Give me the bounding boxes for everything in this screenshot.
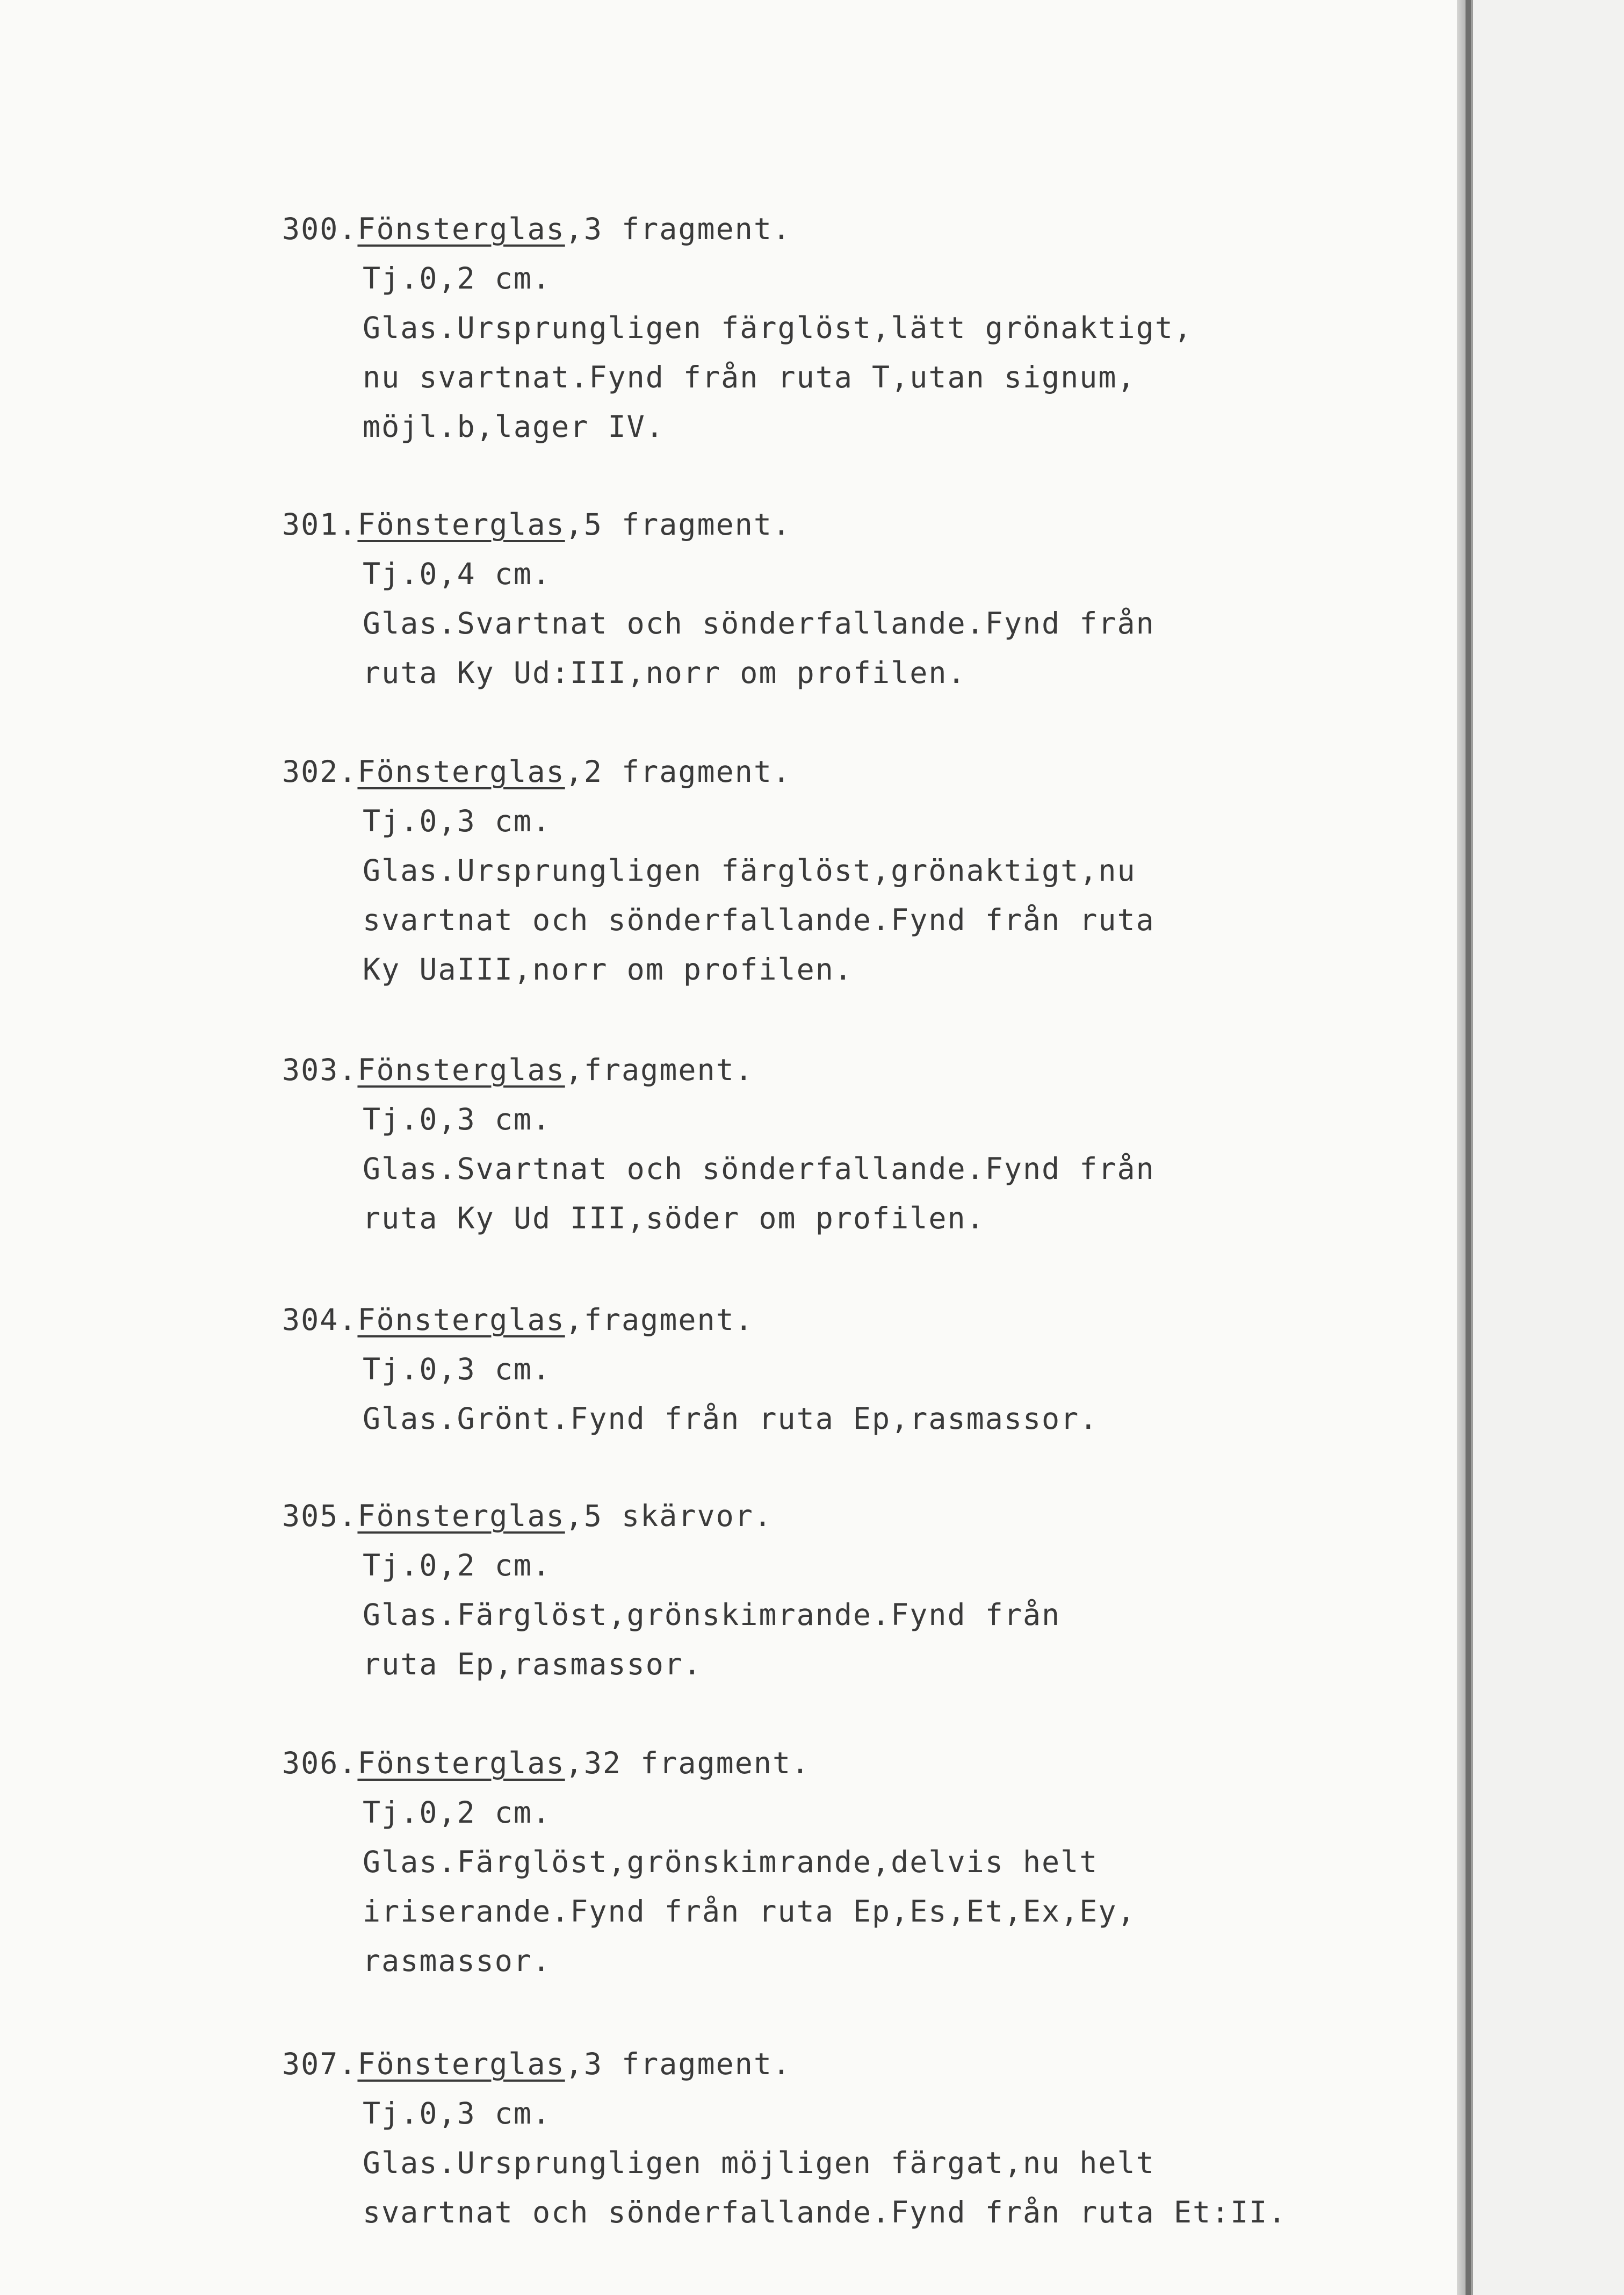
entry-line: Glas.Ursprungligen färglöst,lätt grönaktigt,	[363, 311, 1193, 345]
catalog-entry-303	[282, 1045, 1410, 1243]
entry-line: Tj.0,4 cm.	[363, 557, 552, 591]
catalog-entry-304	[282, 1295, 1410, 1443]
entry-line: nu svartnat.Fynd från ruta T,utan signum,	[363, 360, 1136, 394]
catalog-entry-301	[282, 500, 1410, 697]
entry-heading-rest: ,fragment.	[565, 1303, 754, 1337]
entry-number: 305.	[282, 1499, 358, 1533]
entry-number: 306.	[282, 1746, 358, 1780]
entry-line: Glas.Svartnat och sönderfallande.Fynd från	[363, 1152, 1155, 1186]
entry-title: Fönsterglas	[357, 212, 565, 246]
entry-heading-rest: ,2 fragment.	[565, 754, 792, 789]
entry-heading	[282, 1045, 1410, 1095]
entry-title: Fönsterglas	[357, 1746, 565, 1780]
entry-line: Glas.Ursprungligen färglöst,grönaktigt,nu	[363, 853, 1136, 888]
entry-heading-rest: ,fragment.	[565, 1053, 754, 1087]
entry-title: Fönsterglas	[357, 2047, 565, 2081]
entry-heading	[282, 204, 1410, 254]
page-edge-line	[1466, 0, 1471, 2295]
entry-line: möjl.b,lager IV.	[363, 409, 665, 444]
entry-heading-rest: ,3 fragment.	[565, 212, 792, 246]
entry-line: svartnat och sönderfallande.Fynd från ruta Et:II.	[363, 2195, 1287, 2229]
entry-heading-rest: ,3 fragment.	[565, 2047, 792, 2081]
entry-line: Tj.0,3 cm.	[363, 1352, 552, 1386]
entry-line: ruta Ky Ud III,söder om profilen.	[363, 1201, 985, 1235]
entry-number: 300.	[282, 212, 358, 246]
entry-line: iriserande.Fynd från ruta Ep,Es,Et,Ex,Ey,	[363, 1894, 1136, 1929]
entry-line: Glas.Färglöst,grönskimrande,delvis helt	[363, 1845, 1099, 1879]
entry-line: Tj.0,3 cm.	[363, 1102, 552, 1136]
entry-heading-rest: ,5 fragment.	[565, 507, 792, 542]
entry-line: Ky UaIII,norr om profilen.	[363, 952, 853, 987]
entry-number: 304.	[282, 1303, 358, 1337]
entry-line: Tj.0,3 cm.	[363, 804, 552, 838]
catalog-entry-300	[282, 204, 1410, 451]
entry-line: svartnat och sönderfallande.Fynd från ruta	[363, 903, 1155, 937]
entry-number: 302.	[282, 754, 358, 789]
entry-line: rasmassor.	[363, 1944, 552, 1978]
entry-title: Fönsterglas	[357, 1499, 565, 1533]
catalog-entry-307	[282, 2039, 1410, 2237]
entry-heading	[282, 1738, 1410, 1788]
entry-line: Glas.Färglöst,grönskimrande.Fynd från	[363, 1598, 1061, 1632]
entry-heading-rest: ,5 skärvor.	[565, 1499, 773, 1533]
entry-line: Tj.0,2 cm.	[363, 1548, 552, 1582]
entry-title: Fönsterglas	[357, 1303, 565, 1337]
entry-line: Tj.0,2 cm.	[363, 1795, 552, 1830]
catalog-entry-305	[282, 1491, 1410, 1689]
entry-title: Fönsterglas	[357, 1053, 565, 1087]
entry-heading	[282, 1491, 1410, 1541]
entry-line: ruta Ky Ud:III,norr om profilen.	[363, 656, 966, 690]
catalog-entry-302	[282, 747, 1410, 994]
catalog-entry-306	[282, 1738, 1410, 1985]
entry-heading	[282, 2039, 1410, 2089]
entry-line: Glas.Grönt.Fynd från ruta Ep,rasmassor.	[363, 1401, 1099, 1436]
entry-number: 303.	[282, 1053, 358, 1087]
scan-background	[1473, 0, 1624, 2295]
entry-title: Fönsterglas	[357, 507, 565, 542]
entry-line: Tj.0,3 cm.	[363, 2096, 552, 2131]
entry-line: Glas.Svartnat och sönderfallande.Fynd från	[363, 606, 1155, 641]
entry-number: 301.	[282, 507, 358, 542]
entry-heading	[282, 500, 1410, 549]
entry-heading	[282, 747, 1410, 796]
entry-line: Glas.Ursprungligen möjligen färgat,nu helt	[363, 2146, 1155, 2180]
entry-title: Fönsterglas	[357, 754, 565, 789]
entry-heading-rest: ,32 fragment.	[565, 1746, 811, 1780]
entry-heading	[282, 1295, 1410, 1344]
entry-line: Tj.0,2 cm.	[363, 261, 552, 296]
entry-line: ruta Ep,rasmassor.	[363, 1647, 703, 1681]
entry-number: 307.	[282, 2047, 358, 2081]
